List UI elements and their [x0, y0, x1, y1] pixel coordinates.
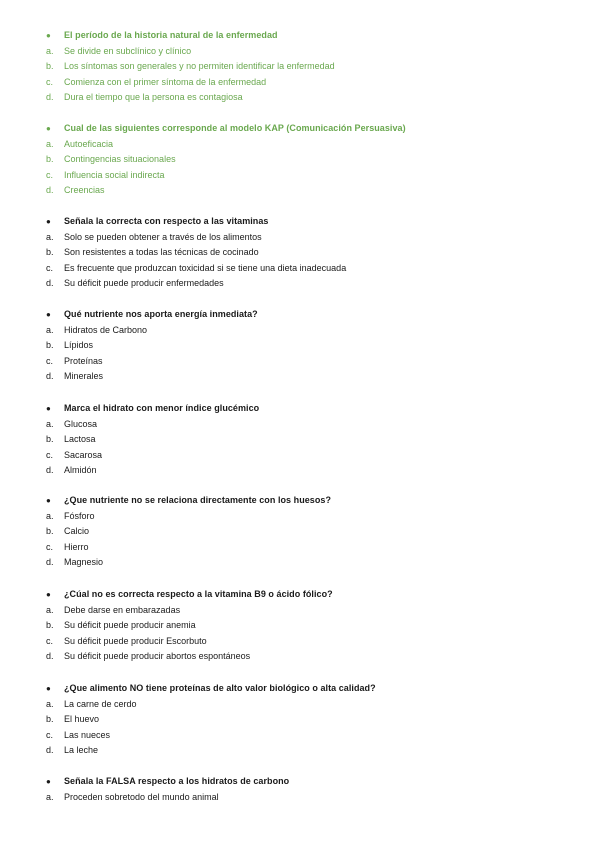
- option-text: Su déficit puede producir enfermedades: [64, 278, 224, 288]
- option-letter: b.: [46, 340, 54, 350]
- bullet-icon: ●: [46, 590, 51, 599]
- option-text: Influencia social indirecta: [64, 169, 165, 180]
- answer-option: [0, 603, 600, 619]
- question-block: [0, 493, 600, 571]
- question-row: [0, 214, 600, 230]
- option-text: Glucosa: [64, 418, 98, 429]
- question-row: [0, 587, 600, 603]
- answer-option: [0, 183, 600, 199]
- bullet-icon: ●: [46, 124, 51, 133]
- option-letter: c.: [46, 355, 54, 366]
- option-letter: c.: [46, 635, 54, 646]
- bullet-icon: ●: [46, 777, 51, 786]
- option-letter: d.: [46, 278, 54, 288]
- question-text: ¿Que nutriente no se relaciona directamente con los huesos?: [64, 495, 332, 505]
- option-text: Dura el tiempo que la persona es contagiosa: [64, 92, 243, 102]
- option-text: Es frecuente que produzcan toxicidad si se tiene una dieta inadecuada: [64, 262, 347, 273]
- answer-option: [0, 369, 600, 385]
- answer-option: [0, 463, 600, 479]
- bullet-icon: ●: [46, 496, 51, 505]
- option-text: Creencias: [64, 185, 105, 195]
- option-letter: b.: [46, 61, 54, 71]
- answer-option: [0, 712, 600, 728]
- answer-option: [0, 432, 600, 448]
- answer-option: [0, 168, 600, 184]
- question-block: [0, 214, 600, 292]
- answer-option: [0, 649, 600, 665]
- answer-option: [0, 790, 600, 806]
- answer-option: [0, 555, 600, 571]
- answer-option: [0, 618, 600, 634]
- answer-option: [0, 634, 600, 650]
- option-letter: c.: [46, 169, 54, 180]
- option-text: Su déficit puede producir Escorbuto: [64, 635, 207, 646]
- option-text: Sacarosa: [64, 449, 103, 460]
- bullet-icon: ●: [46, 310, 51, 319]
- option-text: Contingencias situacionales: [64, 154, 176, 164]
- answer-option: [0, 152, 600, 168]
- option-letter: b.: [46, 620, 54, 630]
- question-block: [0, 587, 600, 665]
- option-letter: d.: [46, 557, 54, 567]
- question-text: ¿Que alimento NO tiene proteínas de alto valor biológico o alta calidad?: [64, 683, 376, 693]
- option-text: Hidratos de Carbono: [64, 324, 148, 335]
- option-text: Proceden sobretodo del mundo animal: [64, 791, 219, 802]
- bullet-icon: ●: [46, 31, 51, 40]
- question-text: El período de la historia natural de la enfermedad: [64, 30, 278, 40]
- option-letter: a.: [46, 231, 54, 242]
- answer-option: [0, 354, 600, 370]
- option-text: Su déficit puede producir abortos espontáneos: [64, 651, 251, 661]
- option-text: Calcio: [64, 526, 90, 536]
- question-text: Marca el hidrato con menor índice glucémico: [64, 403, 260, 413]
- option-letter: c.: [46, 449, 54, 460]
- question-text: Qué nutriente nos aporta energía inmediata?: [64, 309, 258, 319]
- question-block: [0, 774, 600, 805]
- question-block: [0, 401, 600, 479]
- answer-option: [0, 728, 600, 744]
- question-row: [0, 307, 600, 323]
- option-text: Fósforo: [64, 510, 95, 521]
- bullet-icon: ●: [46, 684, 51, 693]
- option-letter: c.: [46, 541, 54, 552]
- option-text: Debe darse en embarazadas: [64, 604, 181, 615]
- option-text: Proteínas: [64, 355, 103, 366]
- answer-option: [0, 524, 600, 540]
- answer-option: [0, 44, 600, 60]
- option-letter: a.: [46, 418, 54, 429]
- answer-option: [0, 338, 600, 354]
- answer-option: [0, 59, 600, 75]
- option-letter: d.: [46, 185, 54, 195]
- option-letter: b.: [46, 526, 54, 536]
- option-text: Autoeficacia: [64, 138, 114, 149]
- option-letter: d.: [46, 92, 54, 102]
- option-letter: d.: [46, 651, 54, 661]
- option-text: Los síntomas son generales y no permiten identificar la enfermedad: [64, 61, 335, 71]
- question-text: ¿Cúal no es correcta respecto a la vitamina B9 o ácido fólico?: [64, 589, 333, 599]
- option-letter: a.: [46, 138, 54, 149]
- answer-option: [0, 261, 600, 277]
- option-text: Almidón: [64, 465, 97, 475]
- question-row: [0, 401, 600, 417]
- question-row: [0, 774, 600, 790]
- option-text: La leche: [64, 745, 99, 755]
- option-text: Solo se pueden obtener a través de los alimentos: [64, 231, 262, 242]
- option-text: Minerales: [64, 371, 104, 381]
- option-text: Se divide en subclínico y clínico: [64, 45, 192, 56]
- option-text: Lactosa: [64, 434, 96, 444]
- option-letter: c.: [46, 76, 54, 87]
- question-row: [0, 121, 600, 137]
- option-text: Magnesio: [64, 557, 104, 567]
- answer-option: [0, 137, 600, 153]
- option-letter: a.: [46, 324, 54, 335]
- answer-option: [0, 743, 600, 759]
- question-block: [0, 28, 600, 106]
- answer-option: [0, 90, 600, 106]
- question-row: [0, 493, 600, 509]
- bullet-icon: ●: [46, 404, 51, 413]
- option-letter: c.: [46, 262, 54, 273]
- answer-option: [0, 417, 600, 433]
- answer-option: [0, 245, 600, 261]
- question-text: Cual de las siguientes corresponde al modelo KAP (Comunicación Persuasiva): [64, 123, 406, 133]
- answer-option: [0, 509, 600, 525]
- option-text: Son resistentes a todas las técnicas de cocinado: [64, 247, 259, 257]
- option-text: Hierro: [64, 541, 89, 552]
- option-letter: c.: [46, 729, 54, 740]
- answer-option: [0, 323, 600, 339]
- answer-option: [0, 276, 600, 292]
- answer-option: [0, 540, 600, 556]
- answer-option: [0, 230, 600, 246]
- question-block: [0, 681, 600, 759]
- option-letter: a.: [46, 698, 54, 709]
- option-letter: b.: [46, 247, 54, 257]
- option-text: Su déficit puede producir anemia: [64, 620, 196, 630]
- option-letter: a.: [46, 604, 54, 615]
- answer-option: [0, 75, 600, 91]
- option-letter: b.: [46, 434, 54, 444]
- option-letter: a.: [46, 45, 54, 56]
- question-block: [0, 307, 600, 385]
- option-text: Las nueces: [64, 729, 111, 740]
- question-text: Señala la FALSA respecto a los hidratos de carbono: [64, 776, 290, 786]
- question-row: [0, 681, 600, 697]
- question-row: [0, 28, 600, 44]
- bullet-icon: ●: [46, 217, 51, 226]
- option-letter: d.: [46, 371, 54, 381]
- option-text: Comienza con el primer síntoma de la enfermedad: [64, 76, 267, 87]
- answer-option: [0, 448, 600, 464]
- option-letter: d.: [46, 745, 54, 755]
- option-text: Lípidos: [64, 340, 94, 350]
- question-block: [0, 121, 600, 199]
- option-letter: a.: [46, 791, 54, 802]
- question-text: Señala la correcta con respecto a las vitaminas: [64, 216, 269, 226]
- option-letter: b.: [46, 714, 54, 724]
- option-text: La carne de cerdo: [64, 698, 137, 709]
- option-text: El huevo: [64, 714, 100, 724]
- answer-option: [0, 697, 600, 713]
- option-letter: d.: [46, 465, 54, 475]
- option-letter: b.: [46, 154, 54, 164]
- option-letter: a.: [46, 510, 54, 521]
